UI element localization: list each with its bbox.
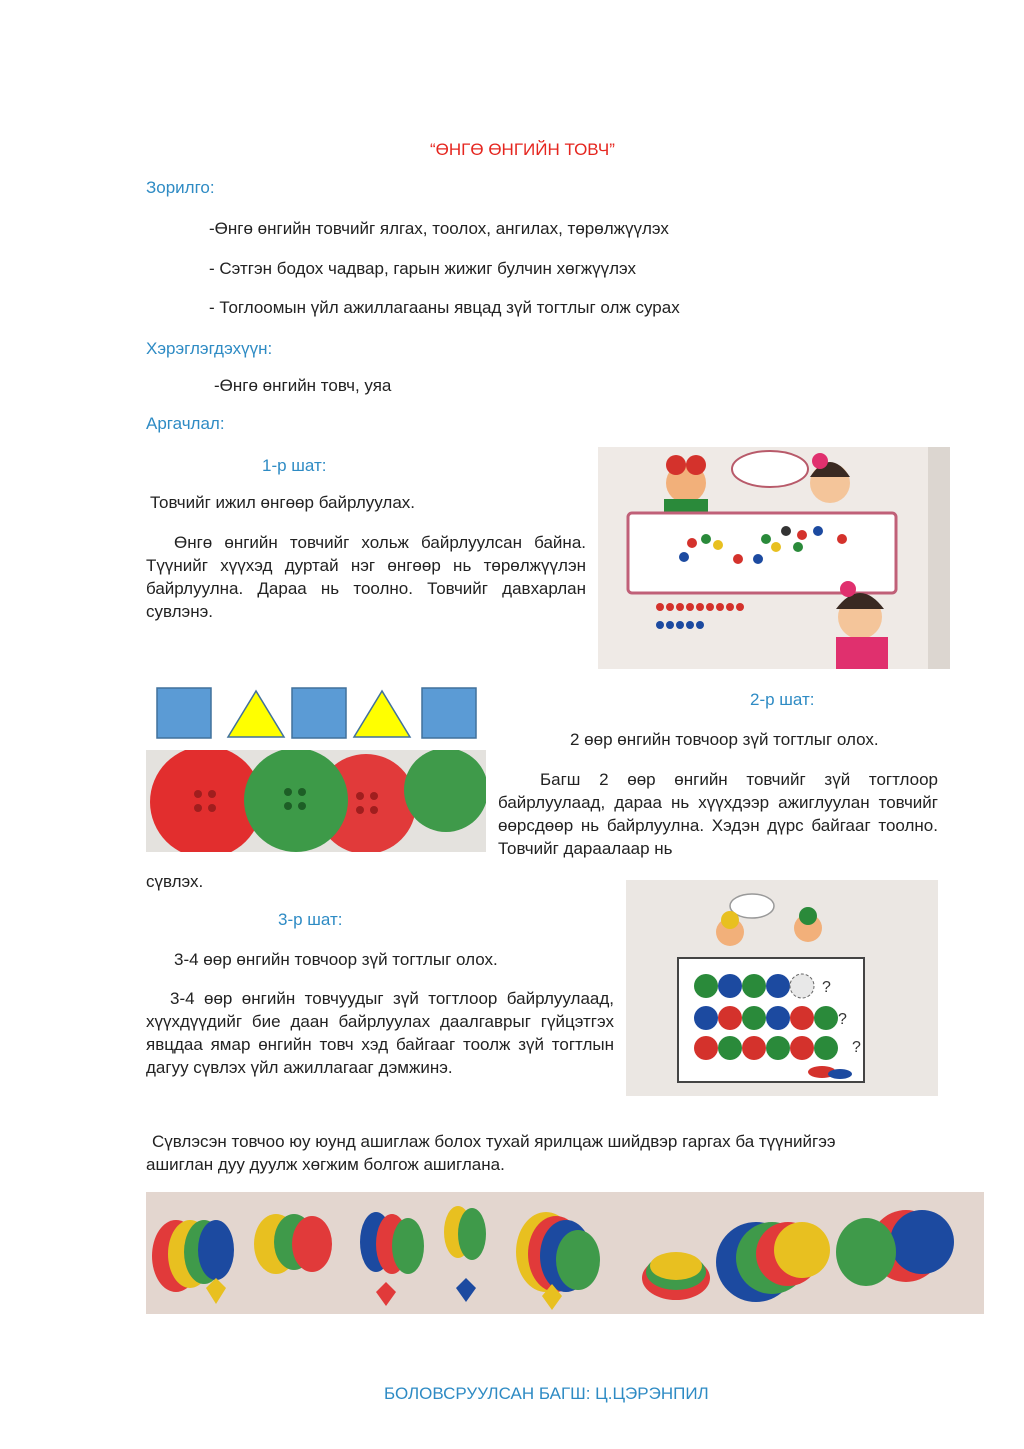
- step2-paragraph-tail: сүвлэх.: [146, 872, 204, 891]
- goal-item: - Сэтгэн бодох чадвар, гарын жижиг булчин хөгжүүлэх: [209, 259, 637, 278]
- author-footer: БОЛОВСРУУЛСАН БАГШ: Ц.ЦЭРЭНПИЛ: [384, 1384, 709, 1403]
- step2-paragraph: Багш 2 өөр өнгийн товчийг зүй тогтлоор байрлуулаад, дараа нь хүүхдээр ажиглуулан товчийг өөрсдөөр нь байрлуулна. Хэдэн дүрс байгааг тоолно. Товчийг дараалаар нь: [498, 770, 938, 858]
- buttons-photo: [146, 750, 486, 852]
- svg-text:?: ?: [822, 979, 831, 996]
- step2-line: 2 өөр өнгийн товчоор зүй тогтлыг олох.: [570, 730, 879, 749]
- step1-heading: 1-р шат:: [262, 456, 327, 475]
- closing-paragraph: Сүвлэсэн товчоо юу юунд ашиглаж болох тухай ярилцаж шийдвэр гаргах ба түүнийгээ ашиглан дуу дуулж хөгжим болгож ашиглана.: [146, 1132, 836, 1174]
- method-heading: Аргачлал:: [146, 414, 225, 433]
- svg-text:?: ?: [852, 1039, 861, 1056]
- strung-buttons-photo: [146, 1192, 984, 1314]
- step1-line: Товчийг ижил өнгөөр байрлуулах.: [150, 493, 416, 512]
- materials-heading: Хэрэглэгдэхүүн:: [146, 339, 273, 358]
- step3-heading: 3-р шат:: [278, 910, 343, 929]
- goal-item: -Өнгө өнгийн товчийг ялгах, тоолох, ангилах, төрөлжүүлэх: [209, 219, 669, 238]
- step3-paragraph: 3-4 өөр өнгийн товчуудыг зүй тогтлоор байрлуулаад, хүүхдүүдийг бие даан байрлуулах даалгаврыг гүйцэтгэх явцдаа ямар өнгийн товч хэд байгааг тоолж зүй тогтлын дагуу сүвлэх үйл ажиллагааг дэмжинэ.: [146, 989, 614, 1077]
- goal-heading: Зорилго:: [146, 178, 215, 197]
- step3-line: 3-4 өөр өнгийн товчоор зүй тогтлыг олох.: [174, 950, 498, 969]
- workbook-photo-2: [626, 880, 938, 1096]
- step1-paragraph: Өнгө өнгийн товчийг хольж байрлуулсан байна. Түүнийг хүүхэд дуртай нэг өнгөөр нь төрөлжүүлэн байрлуулна. Дараа нь тоолно. Товчийг давхарлан сувлэнэ.: [146, 533, 586, 621]
- svg-text:?: ?: [838, 1011, 847, 1028]
- workbook-photo-1: [598, 447, 950, 669]
- step2-heading: 2-р шат:: [750, 690, 815, 709]
- goal-item: - Тоглоомын үйл ажиллагааны явцад зүй тогтлыг олж сурах: [209, 298, 680, 317]
- materials-text: -Өнгө өнгийн товч, уяа: [214, 376, 392, 395]
- page-title: “ӨНГӨ ӨНГИЙН ТОВЧ”: [430, 140, 615, 159]
- shape-pattern: [156, 687, 478, 739]
